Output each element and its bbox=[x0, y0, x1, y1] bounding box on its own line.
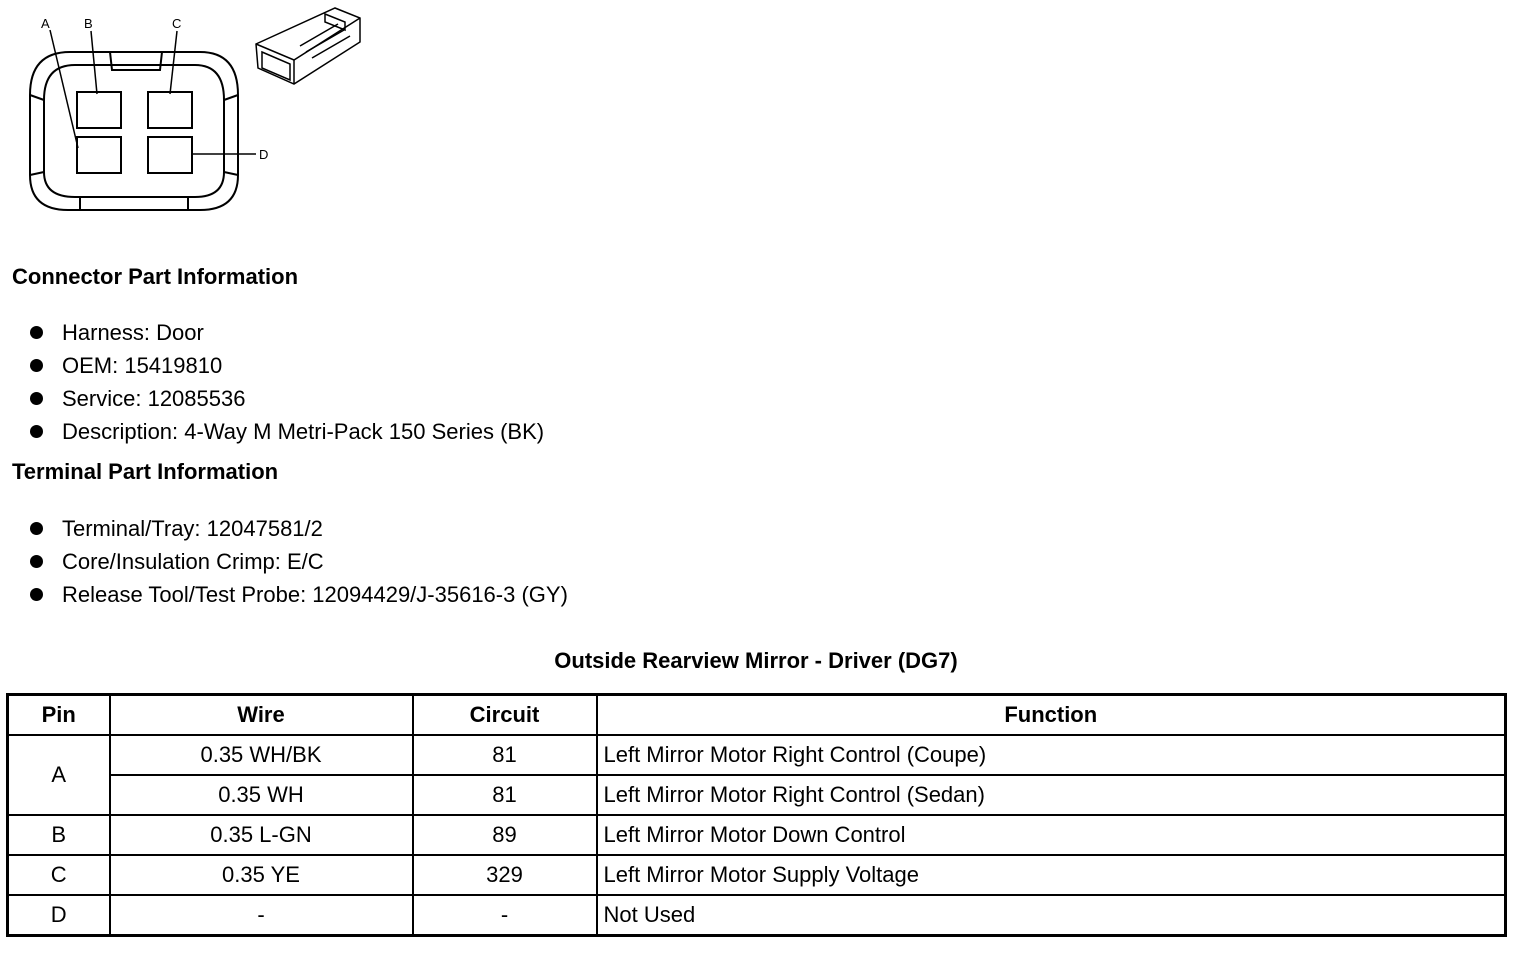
cell-function: Not Used bbox=[597, 895, 1506, 936]
list-item: Description: 4-Way M Metri-Pack 150 Series (BK) bbox=[28, 415, 544, 448]
bullet-icon bbox=[30, 326, 43, 339]
cell-function: Left Mirror Motor Right Control (Coupe) bbox=[597, 735, 1506, 775]
cell-wire: 0.35 YE bbox=[110, 855, 413, 895]
cell-wire: 0.35 WH/BK bbox=[110, 735, 413, 775]
cell-pin: B bbox=[8, 815, 110, 855]
list-item: OEM: 15419810 bbox=[28, 349, 544, 382]
leader-line-c bbox=[170, 31, 177, 94]
cell-function: Left Mirror Motor Right Control (Sedan) bbox=[597, 775, 1506, 815]
bullet-icon bbox=[30, 522, 43, 535]
connector-iso-icon bbox=[256, 8, 360, 84]
connector-inner-shell bbox=[44, 65, 224, 197]
bullet-icon bbox=[30, 392, 43, 405]
cell-circuit: 329 bbox=[413, 855, 597, 895]
bullet-icon bbox=[30, 425, 43, 438]
pin-label-d: D bbox=[259, 147, 269, 162]
cell-function: Left Mirror Motor Supply Voltage bbox=[597, 855, 1506, 895]
cell-circuit: - bbox=[413, 895, 597, 936]
cavity-c bbox=[148, 92, 192, 128]
cell-pin: C bbox=[8, 855, 110, 895]
pin-label-a: A bbox=[41, 16, 50, 31]
pin-label-b: B bbox=[84, 16, 93, 31]
table-header-row bbox=[8, 695, 1506, 736]
bullet-icon bbox=[30, 588, 43, 601]
header-circuit: Circuit bbox=[413, 695, 597, 736]
list-item: Harness: Door bbox=[28, 316, 544, 349]
connector-diagram bbox=[0, 0, 400, 230]
cell-wire: 0.35 WH bbox=[110, 775, 413, 815]
cell-pin: D bbox=[8, 895, 110, 936]
leader-line-b bbox=[91, 31, 97, 94]
pinout-table bbox=[6, 693, 1507, 937]
table-row bbox=[8, 855, 1506, 895]
connector-info-heading: Connector Part Information bbox=[12, 264, 299, 289]
list-item: Terminal/Tray: 12047581/2 bbox=[28, 512, 568, 545]
list-item: Service: 12085536 bbox=[28, 382, 544, 415]
table-title: Outside Rearview Mirror - Driver (DG7) bbox=[554, 648, 958, 673]
table-row bbox=[8, 895, 1506, 936]
cell-circuit: 89 bbox=[413, 815, 597, 855]
terminal-info-heading: Terminal Part Information bbox=[12, 459, 279, 484]
list-item: Release Tool/Test Probe: 12094429/J-35616-3 (GY) bbox=[28, 578, 568, 611]
cavity-b bbox=[77, 92, 121, 128]
table-row bbox=[8, 775, 1506, 815]
connector-info-list bbox=[28, 316, 544, 448]
bullet-icon bbox=[30, 555, 43, 568]
cell-pin: A bbox=[8, 735, 110, 815]
leader-line-a bbox=[50, 30, 78, 148]
table-row bbox=[8, 735, 1506, 775]
header-function: Function bbox=[597, 695, 1506, 736]
cell-circuit: 81 bbox=[413, 775, 597, 815]
cavity-a bbox=[77, 137, 121, 173]
header-pin: Pin bbox=[8, 695, 110, 736]
cell-circuit: 81 bbox=[413, 735, 597, 775]
bullet-icon bbox=[30, 359, 43, 372]
connector-key bbox=[80, 197, 188, 210]
cell-wire: 0.35 L-GN bbox=[110, 815, 413, 855]
connector-latch bbox=[110, 52, 162, 70]
cavity-d bbox=[148, 137, 192, 173]
header-wire: Wire bbox=[110, 695, 413, 736]
cell-wire: - bbox=[110, 895, 413, 936]
table-row bbox=[8, 815, 1506, 855]
cell-function: Left Mirror Motor Down Control bbox=[597, 815, 1506, 855]
pin-label-c: C bbox=[172, 16, 182, 31]
list-item: Core/Insulation Crimp: E/C bbox=[28, 545, 568, 578]
terminal-info-list bbox=[28, 512, 568, 611]
